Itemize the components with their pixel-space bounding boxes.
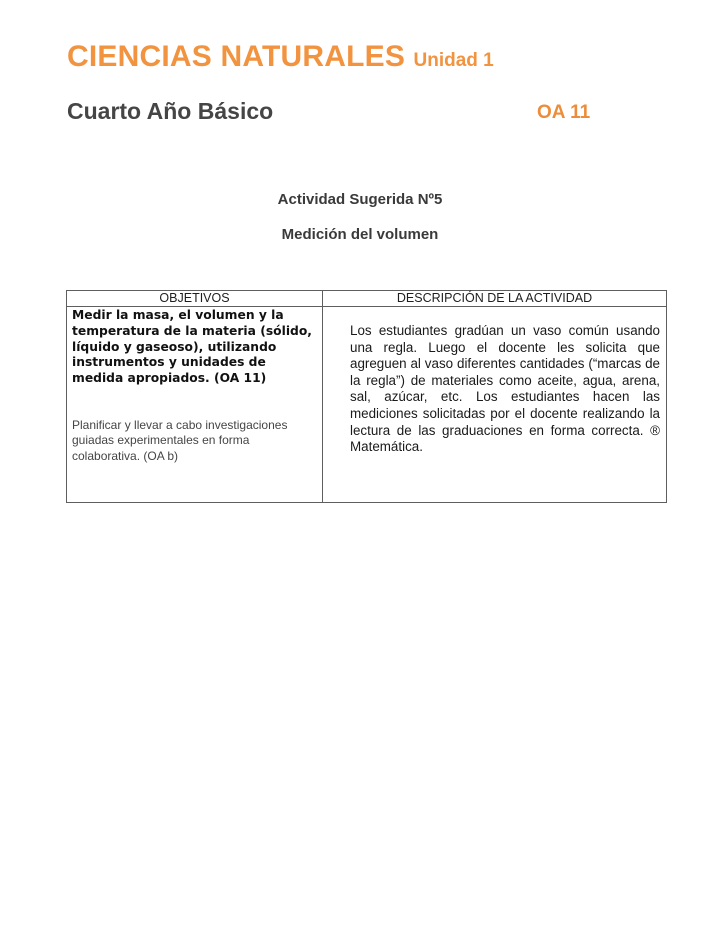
grade-subtitle: Cuarto Año Básico <box>67 98 274 124</box>
header-objectives: OBJETIVOS <box>67 291 323 307</box>
activity-title: Actividad Sugerida Nº5 <box>277 191 443 208</box>
objectives-cell <box>67 307 323 503</box>
table-row <box>67 307 667 503</box>
unit-label: Unidad 1 <box>413 50 494 71</box>
oa-code: OA 11 <box>537 102 591 123</box>
page-title <box>67 42 494 72</box>
activity-subtitle: Medición del volumen <box>281 226 439 243</box>
activity-description: Los estudiantes gradúan un vaso común usando una regla. Luego el docente les solicita que agreguen al vaso diferentes cantidades (“marcas de la regla”) de materiales como aceite, agua, arena, sal, azúcar, etc. Los estudiantes hacen las mediciones solicitadas por el docente realizando la lectura de las graduaciones en forma correcta. ® Matemática. <box>350 323 660 455</box>
objective-main: Medir la masa, el volumen y la temperatura de la materia (sólido, líquido y gaseoso), utilizando instrumentos y unidades de medida apropiados. (OA 11) <box>72 308 312 386</box>
objective-secondary: Planificar y llevar a cabo investigaciones guiadas experimentales en forma colaborativa. (OA b) <box>72 417 288 463</box>
description-cell <box>323 307 667 503</box>
activity-table <box>66 290 667 503</box>
subject-title: CIENCIAS NATURALES <box>67 40 406 73</box>
header-description: DESCRIPCIÓN DE LA ACTIVIDAD <box>323 291 667 307</box>
table-header-row <box>67 291 667 307</box>
